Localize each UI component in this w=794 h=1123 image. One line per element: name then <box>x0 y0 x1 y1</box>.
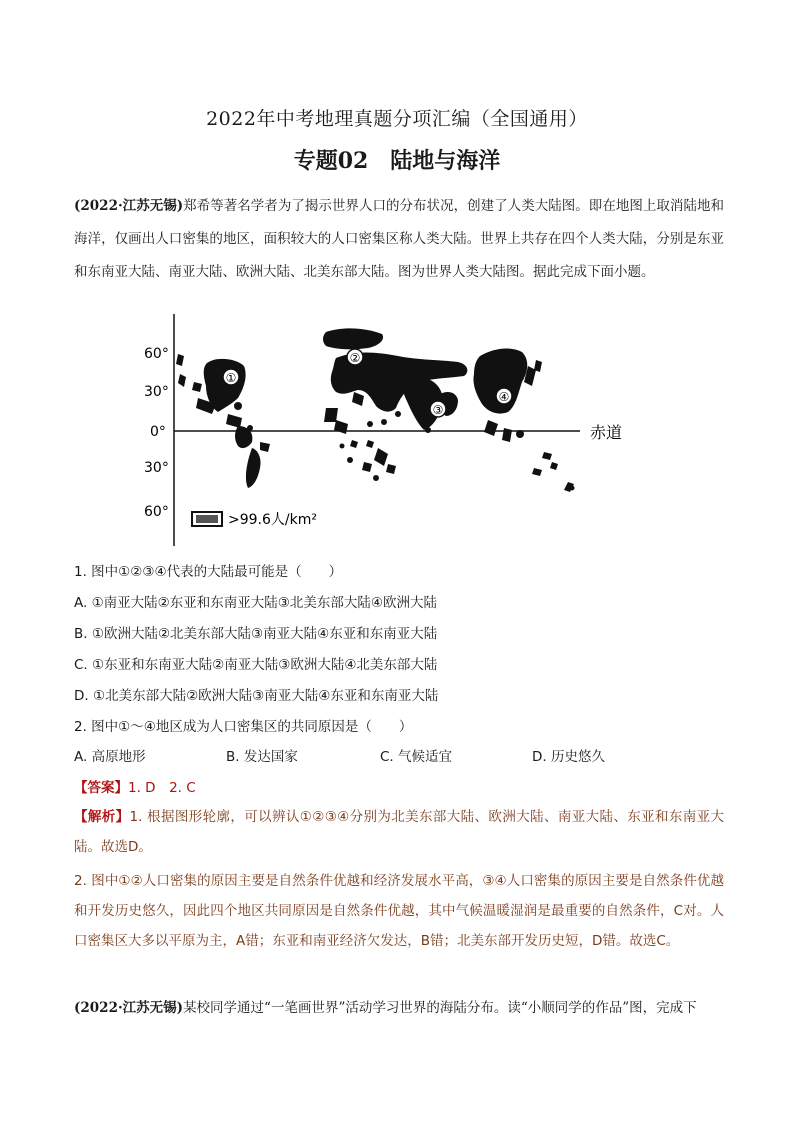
lat-label: 60° <box>144 504 169 520</box>
question-2-stem: 2. 图中①～④地区成为人口密集区的共同原因是（ ） <box>74 719 413 735</box>
question-1-stem: 1. 图中①②③④代表的大陆最可能是（ ） <box>74 564 343 580</box>
region-label: ① <box>225 371 237 385</box>
analysis-text-1: 1. 根据图形轮廓，可以辨认①②③④分别为北美东部大陆、欧洲大陆、南亚大陆、东亚和东南亚大陆。故选D。 <box>74 809 724 855</box>
topic-title: 专题02 陆地与海洋 <box>293 148 501 174</box>
question-2-option: B. 发达国家 <box>226 749 298 765</box>
human-continent-map <box>140 312 640 548</box>
answer-label: 【答案】 <box>74 780 128 796</box>
question-1-option: D. ①北美东部大陆②欧洲大陆③南亚大陆④东亚和东南亚大陆 <box>74 688 439 704</box>
region-east-asia <box>473 349 574 492</box>
intro-text: 郑希等著名学者为了揭示世界人口的分布状况，创建了人类大陆图。即在地图上取消陆地和海洋，仅画出人口密集的地区，面积较大的人口密集区称人类大陆。世界上共存在四个人类大陆，分别是东亚和东南亚大陆、南亚大陆、欧洲大陆、北美东部大陆。图为世界人类大陆图。据此完成下面小题。 <box>74 198 724 280</box>
lat-label: 0° <box>150 424 166 440</box>
source-tag: (2022·江苏无锡) <box>74 198 184 214</box>
question-2-option: D. 历史悠久 <box>532 749 605 765</box>
region-label: ④ <box>498 390 510 404</box>
question-1-option: C. ①东亚和东南亚大陆②南亚大陆③欧洲大陆④北美东部大陆 <box>74 657 438 673</box>
lat-label: 60° <box>144 346 169 362</box>
next-question-intro <box>74 996 724 1016</box>
answer-line <box>74 776 196 796</box>
legend-swatch-fill <box>196 515 218 523</box>
source-tag: (2022·江苏无锡) <box>74 1000 184 1016</box>
question-2-option: C. 气候适宜 <box>380 749 453 765</box>
answer-text: 1. D 2. C <box>128 780 196 796</box>
question-2-option: A. 高原地形 <box>74 749 146 765</box>
legend-text: >99.6人/km² <box>228 512 317 528</box>
region-label: ③ <box>432 403 444 417</box>
question-intro <box>74 190 724 289</box>
analysis-label: 【解析】 <box>74 809 130 825</box>
page-title: 2022年中考地理真题分项汇编（全国通用） <box>206 108 588 130</box>
analysis-paragraph-2: 2. 图中①②人口密集的原因主要是自然条件优越和经济发展水平高，③④人口密集的原因主要是自然条件优越和开发历史悠久，因此四个地区共同原因是自然条件优越，其中气候温暖湿润是最重要的自然条件，C对。人口密集区大多以平原为主，A错；东亚和南亚经济欠发达，B错；北美东部开发历史短，D错。故选C。 <box>74 873 724 949</box>
question-1-option: A. ①南亚大陆②东亚和东南亚大陆③北美东部大陆④欧洲大陆 <box>74 595 437 611</box>
question-1-option: B. ①欧洲大陆②北美东部大陆③南亚大陆④东亚和东南亚大陆 <box>74 626 438 642</box>
analysis-paragraph-1 <box>74 802 724 862</box>
lat-label: 30° <box>144 384 169 400</box>
lat-label: 30° <box>144 460 169 476</box>
equator-label: 赤道 <box>590 423 623 442</box>
next-intro-text: 某校同学通过“一笔画世界”活动学习世界的海陆分布。读“小顺同学的作品”图，完成下 <box>183 1000 697 1016</box>
region-label: ② <box>349 351 361 365</box>
